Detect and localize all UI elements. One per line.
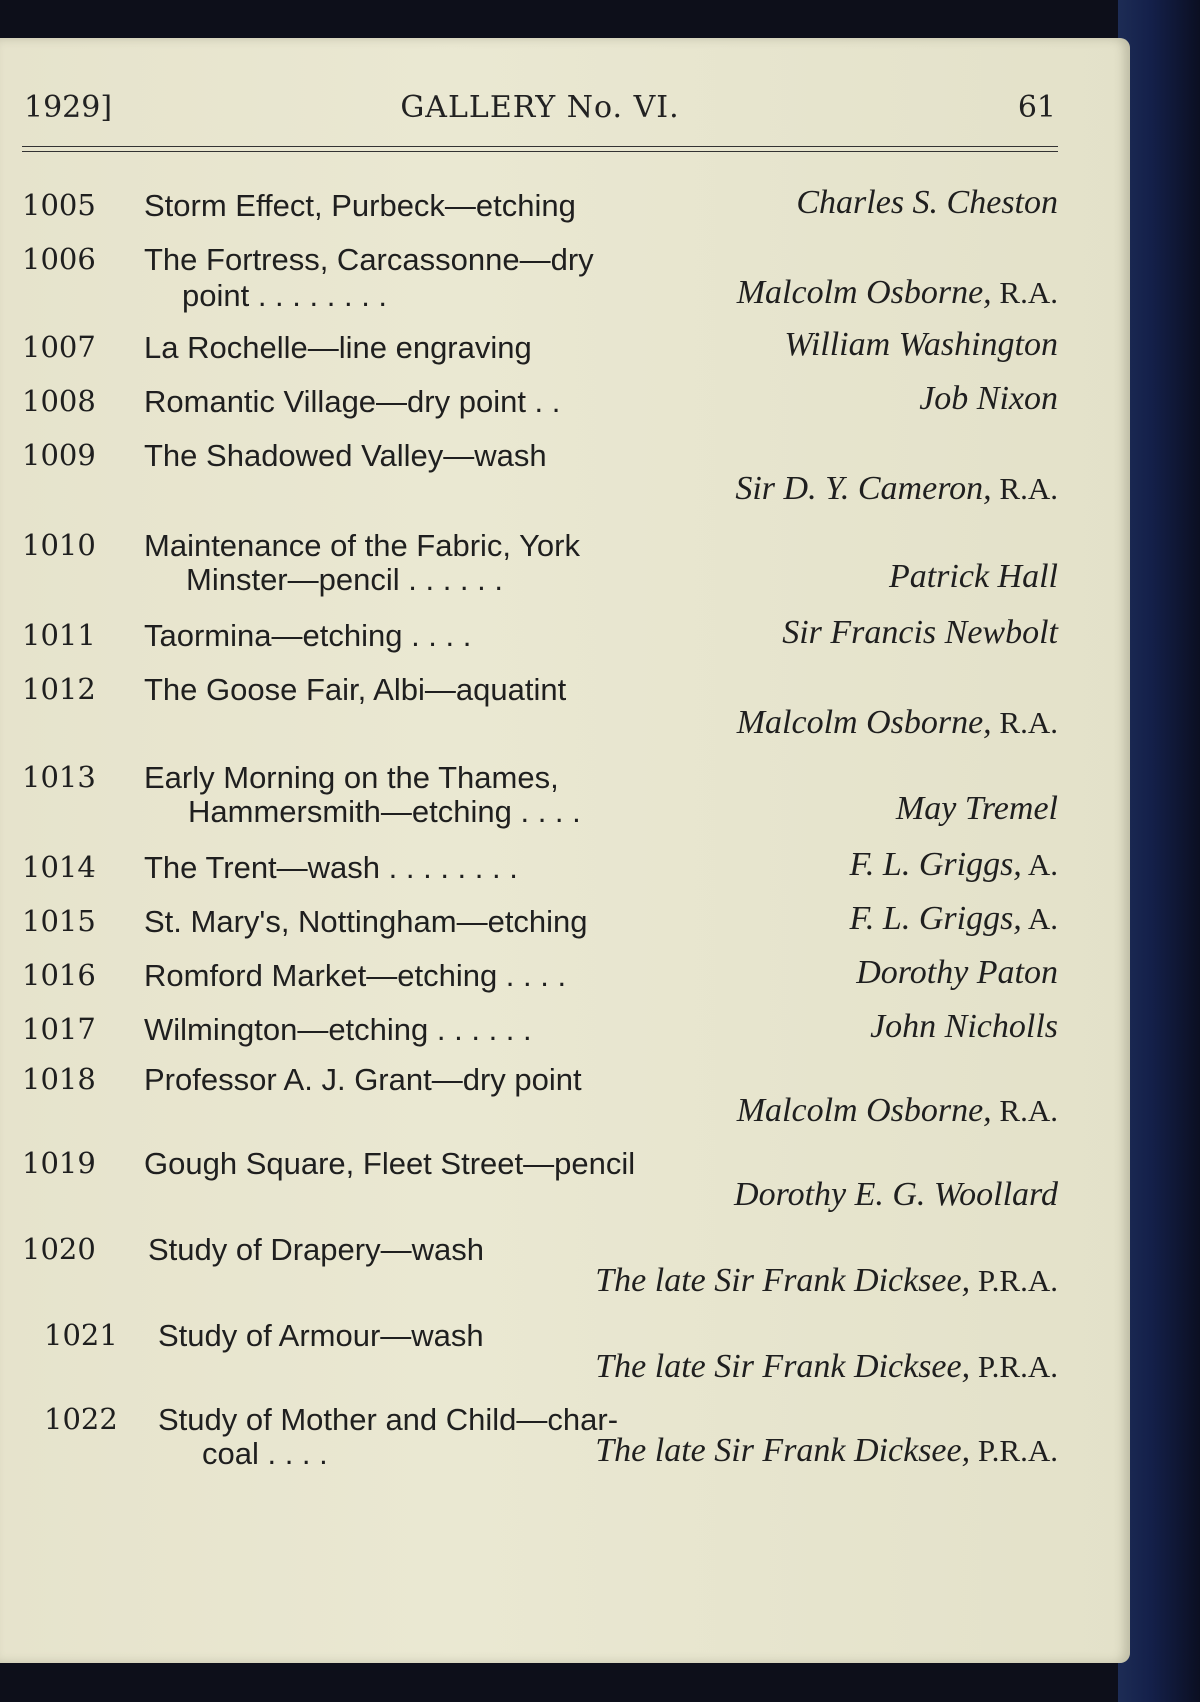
header-rule	[22, 146, 1058, 152]
list-item	[22, 242, 1058, 330]
entry-title-continued: point . . . . . . . .	[182, 278, 388, 313]
entry-title: The Trent—wash . . . . . . . .	[144, 850, 518, 885]
entry-number: 1022	[44, 1402, 118, 1436]
entry-number: 1018	[22, 1062, 96, 1096]
entry-artist: Sir D. Y. Cameron, R.A.	[735, 470, 1058, 507]
entry-artist: F. L. Griggs, A.	[849, 846, 1058, 883]
entry-title: La Rochelle—line engraving	[144, 330, 532, 365]
entry-number: 1005	[22, 188, 96, 222]
entry-number: 1012	[22, 672, 96, 706]
entry-title: The Fortress, Carcassonne—dry	[144, 242, 594, 277]
entry-number: 1015	[22, 904, 96, 938]
entry-title-continued: Hammersmith—etching . . . .	[188, 794, 581, 829]
book-cover-edge	[1118, 0, 1200, 1702]
entry-title: Romford Market—etching . . . .	[144, 958, 567, 993]
entry-artist: Malcolm Osborne, R.A.	[736, 274, 1058, 311]
entry-title: The Goose Fair, Albi—aquatint	[144, 672, 567, 707]
list-item	[22, 380, 1058, 438]
entry-artist: The late Sir Frank Dicksee, P.R.A.	[595, 1262, 1058, 1299]
page-number: 61	[1017, 90, 1056, 125]
entry-artist: Malcolm Osborne, R.A.	[736, 704, 1058, 741]
list-item	[22, 900, 1058, 958]
entry-title: Wilmington—etching . . . . . .	[144, 1012, 532, 1047]
entry-title: Early Morning on the Thames,	[144, 760, 559, 795]
list-item	[22, 1008, 1058, 1062]
list-item	[22, 1232, 1058, 1318]
entry-artist: Dorothy Paton	[856, 954, 1058, 991]
entry-artist: Malcolm Osborne, R.A.	[736, 1092, 1058, 1129]
year-label: 1929]	[24, 90, 113, 125]
entry-title-continued: coal . . . .	[202, 1436, 328, 1471]
entry-artist: Dorothy E. G. Woollard	[734, 1176, 1058, 1213]
entry-title: Taormina—etching . . . .	[144, 618, 472, 653]
entry-number: 1016	[22, 958, 96, 992]
entry-title: Study of Mother and Child—char-	[158, 1402, 619, 1437]
list-item	[22, 438, 1058, 528]
list-item	[22, 846, 1058, 904]
list-item	[22, 1146, 1058, 1232]
entry-artist: The late Sir Frank Dicksee, P.R.A.	[595, 1348, 1058, 1385]
entry-number: 1007	[22, 330, 96, 364]
list-item	[22, 1318, 1058, 1402]
list-item	[22, 1402, 1058, 1492]
list-item	[22, 760, 1058, 850]
entry-title: St. Mary's, Nottingham—etching	[144, 904, 588, 939]
entry-number: 1013	[22, 760, 96, 794]
entry-artist: May Tremel	[895, 790, 1058, 827]
entry-artist: John Nicholls	[870, 1008, 1058, 1045]
entry-title: Study of Drapery—wash	[148, 1232, 484, 1267]
entry-number: 1017	[22, 1012, 96, 1046]
list-item	[22, 672, 1058, 760]
entry-title: Maintenance of the Fabric, York	[144, 528, 580, 563]
entry-artist: Charles S. Cheston	[796, 184, 1058, 221]
entry-title: Romantic Village—dry point . .	[144, 384, 561, 419]
list-item	[22, 326, 1058, 384]
running-head	[24, 90, 1056, 140]
entry-title: The Shadowed Valley—wash	[144, 438, 547, 473]
list-item	[22, 528, 1058, 618]
entry-number: 1009	[22, 438, 96, 472]
entry-title-continued: Minster—pencil . . . . . .	[186, 562, 503, 597]
list-item	[22, 614, 1058, 672]
entry-artist: The late Sir Frank Dicksee, P.R.A.	[595, 1432, 1058, 1469]
entry-number: 1021	[44, 1318, 118, 1352]
entry-list	[22, 184, 1058, 1492]
entry-title: Gough Square, Fleet Street—pencil	[144, 1146, 636, 1181]
list-item	[22, 184, 1058, 242]
entry-number: 1019	[22, 1146, 96, 1180]
entry-artist: Sir Francis Newbolt	[782, 614, 1058, 651]
entry-number: 1014	[22, 850, 96, 884]
entry-artist: Patrick Hall	[888, 558, 1058, 595]
entry-title: Professor A. J. Grant—dry point	[144, 1062, 582, 1097]
entry-artist: Job Nixon	[919, 380, 1058, 417]
entry-artist: F. L. Griggs, A.	[849, 900, 1058, 937]
entry-number: 1010	[22, 528, 96, 562]
entry-artist: William Washington	[784, 326, 1058, 363]
entry-number: 1008	[22, 384, 96, 418]
entry-number: 1011	[22, 618, 96, 652]
entry-number: 1006	[22, 242, 96, 276]
catalogue-page	[0, 38, 1130, 1663]
list-item	[22, 954, 1058, 1012]
list-item	[22, 1062, 1058, 1146]
entry-number: 1020	[22, 1232, 96, 1266]
gallery-title: GALLERY No. VI.	[400, 90, 680, 125]
entry-title: Study of Armour—wash	[158, 1318, 484, 1353]
entry-title: Storm Effect, Purbeck—etching	[144, 188, 576, 223]
